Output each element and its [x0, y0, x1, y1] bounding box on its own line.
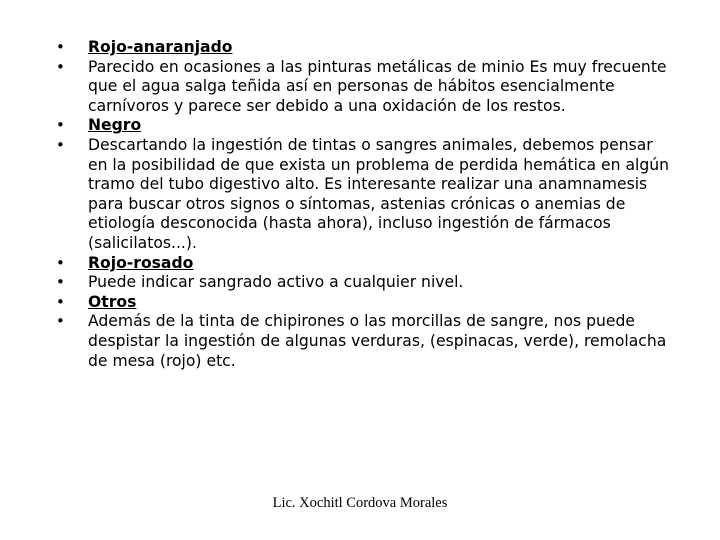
list-item-otros-heading — [56, 293, 671, 313]
section-heading: Otros — [88, 292, 137, 311]
list-item-rojo-rosado-heading — [56, 254, 671, 274]
list-item-negro-body — [56, 136, 671, 254]
bullet-icon: • — [56, 57, 65, 76]
bullet-icon: • — [56, 38, 65, 56]
section-heading: Rojo-anaranjado — [88, 38, 233, 56]
list-item-negro-heading — [56, 116, 671, 136]
bullet-icon: • — [56, 292, 65, 311]
section-body: Puede indicar sangrado activo a cualquier nivel. — [88, 273, 464, 292]
section-body: Además de la tinta de chipirones o las morcillas de sangre, nos puede despistar la ingestión de algunas verduras, (espinacas, verde), remolacha de mesa (rojo) etc. — [88, 312, 667, 370]
section-heading: Rojo-rosado — [88, 253, 194, 272]
section-heading: Negro — [88, 116, 142, 135]
footer-author: Lic. Xochitl Cordova Morales — [272, 495, 448, 511]
list-item-rojo-anaranjado-heading — [56, 38, 671, 58]
section-body: Descartando la ingestión de tintas o sangres animales, debemos pensar en la posibilidad de que exista un problema de perdida hemática en algún tramo del tubo digestivo alto. Es interesante realizar una anamnamesis para buscar otros signos o síntomas, astenias crónicas o anemias de etiología desconocida (hasta ahora), incluso ingestión de fármacos (salicilatos...). — [88, 135, 670, 252]
bullet-icon: • — [56, 273, 65, 292]
list-item-rojo-anaranjado-body — [56, 58, 671, 117]
bullet-icon: • — [56, 253, 65, 272]
bullet-list — [56, 38, 671, 371]
section-body: Parecido en ocasiones a las pinturas metálicas de minio Es muy frecuente que el agua salga teñida así en personas de hábitos esencialmente carnívoros y parece ser debido a una oxidación de los restos. — [88, 57, 667, 115]
bullet-icon: • — [56, 116, 65, 135]
list-item-otros-body — [56, 312, 671, 371]
bullet-icon: • — [56, 135, 65, 154]
list-item-rojo-rosado-body — [56, 273, 671, 293]
bullet-icon: • — [56, 312, 65, 331]
